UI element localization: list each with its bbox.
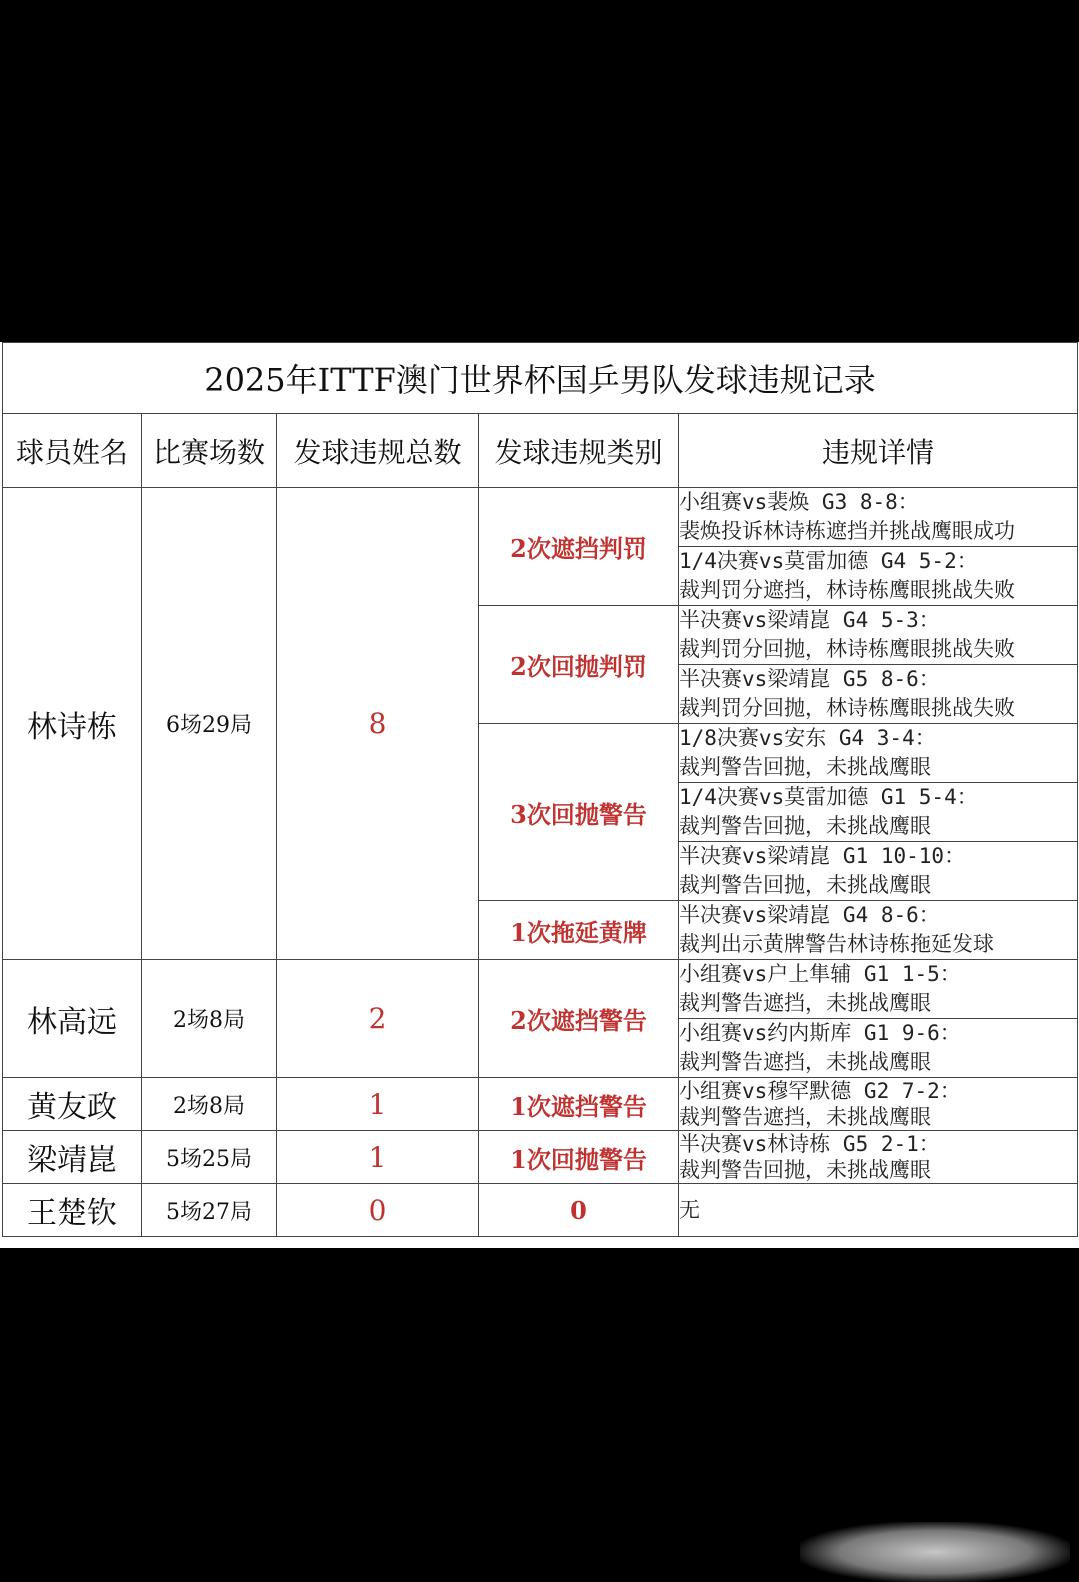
player-name: 林诗栋	[3, 488, 142, 960]
violation-total: 1	[277, 1078, 479, 1131]
violation-detail	[679, 724, 1078, 783]
violation-total: 2	[277, 960, 479, 1078]
violation-category: 1次拖延黄牌	[479, 901, 679, 960]
header-games: 比赛场数	[142, 414, 277, 488]
detail-description-line: 裁判警告遮挡，未挑战鹰眼	[679, 1105, 931, 1129]
detail-match-line: 小组赛vs约内斯库 G1 9-6：	[679, 1021, 961, 1045]
detail-match-line: 小组赛vs户上隼辅 G1 1-5：	[679, 962, 961, 986]
games-count: 5场27局	[142, 1184, 277, 1237]
games-count: 6场29局	[142, 488, 277, 960]
detail-match-line: 小组赛vs裴焕 G3 8-8：	[679, 490, 919, 514]
games-count: 5场25局	[142, 1131, 277, 1184]
violation-category: 2次遮挡判罚	[479, 488, 679, 606]
violation-category: 2次回抛判罚	[479, 606, 679, 724]
detail-match-line: 无	[679, 1198, 700, 1222]
violation-detail	[679, 901, 1078, 960]
games-count: 2场8局	[142, 1078, 277, 1131]
detail-match-line: 半决赛vs梁靖崑 G5 8-6：	[679, 667, 940, 691]
violation-category: 2次遮挡警告	[479, 960, 679, 1078]
detail-match-line: 1/8决赛vs安东 G4 3-4：	[679, 726, 936, 750]
table-row	[3, 960, 1078, 1019]
detail-description-line: 裁判出示黄牌警告林诗栋拖延发球	[679, 932, 994, 956]
violation-detail	[679, 960, 1078, 1019]
detail-description-line: 裁判罚分回抛，林诗栋鹰眼挑战失败	[679, 696, 1015, 720]
detail-description-line: 裁判警告回抛，未挑战鹰眼	[679, 755, 931, 779]
detail-description-line: 裁判警告回抛，未挑战鹰眼	[679, 1158, 931, 1182]
detail-description-line: 裴焕投诉林诗栋遮挡并挑战鹰眼成功	[679, 519, 1015, 543]
player-name: 王楚钦	[3, 1184, 142, 1237]
violation-record-sheet	[0, 342, 1079, 1248]
detail-match-line: 小组赛vs穆罕默德 G2 7-2：	[679, 1079, 961, 1103]
detail-match-line: 半决赛vs梁靖崑 G4 8-6：	[679, 903, 940, 927]
violation-detail	[679, 1078, 1078, 1131]
table-title: 2025年ITTF澳门世界杯国乒男队发球违规记录	[3, 343, 1078, 414]
header-details: 违规详情	[679, 414, 1078, 488]
games-count: 2场8局	[142, 960, 277, 1078]
violation-total: 8	[277, 488, 479, 960]
violation-category: 3次回抛警告	[479, 724, 679, 901]
detail-match-line: 1/4决赛vs莫雷加德 G1 5-4：	[679, 785, 978, 809]
detail-description-line: 裁判罚分遮挡，林诗栋鹰眼挑战失败	[679, 578, 1015, 602]
violation-detail	[679, 783, 1078, 842]
table-row	[3, 1078, 1078, 1131]
detail-match-line: 1/4决赛vs莫雷加德 G4 5-2：	[679, 549, 978, 573]
violation-total: 1	[277, 1131, 479, 1184]
violation-detail	[679, 606, 1078, 665]
header-total: 发球违规总数	[277, 414, 479, 488]
violation-detail	[679, 1184, 1078, 1237]
title-row	[3, 343, 1078, 414]
detail-description-line: 裁判罚分回抛，林诗栋鹰眼挑战失败	[679, 637, 1015, 661]
player-name: 梁靖崑	[3, 1131, 142, 1184]
violation-detail	[679, 842, 1078, 901]
detail-match-line: 半决赛vs梁靖崑 G1 10-10：	[679, 844, 966, 868]
detail-match-line: 半决赛vs梁靖崑 G4 5-3：	[679, 608, 940, 632]
violation-detail	[679, 1131, 1078, 1184]
header-player: 球员姓名	[3, 414, 142, 488]
smudge-overlay	[800, 1522, 1070, 1582]
violation-table	[2, 342, 1078, 1237]
detail-description-line: 裁判警告回抛，未挑战鹰眼	[679, 873, 931, 897]
table-row	[3, 1131, 1078, 1184]
violation-detail	[679, 1019, 1078, 1078]
detail-description-line: 裁判警告遮挡，未挑战鹰眼	[679, 991, 931, 1015]
violation-detail	[679, 665, 1078, 724]
detail-match-line: 半决赛vs林诗栋 G5 2-1：	[679, 1132, 940, 1156]
violation-detail	[679, 547, 1078, 606]
detail-description-line: 裁判警告回抛，未挑战鹰眼	[679, 814, 931, 838]
table-row	[3, 488, 1078, 547]
detail-description-line: 裁判警告遮挡，未挑战鹰眼	[679, 1050, 931, 1074]
table-row	[3, 1184, 1078, 1237]
violation-category: 1次回抛警告	[479, 1131, 679, 1184]
header-category: 发球违规类别	[479, 414, 679, 488]
violation-category: 0	[479, 1184, 679, 1237]
header-row	[3, 414, 1078, 488]
violation-total: 0	[277, 1184, 479, 1237]
player-name: 林高远	[3, 960, 142, 1078]
player-name: 黄友政	[3, 1078, 142, 1131]
violation-category: 1次遮挡警告	[479, 1078, 679, 1131]
violation-detail	[679, 488, 1078, 547]
